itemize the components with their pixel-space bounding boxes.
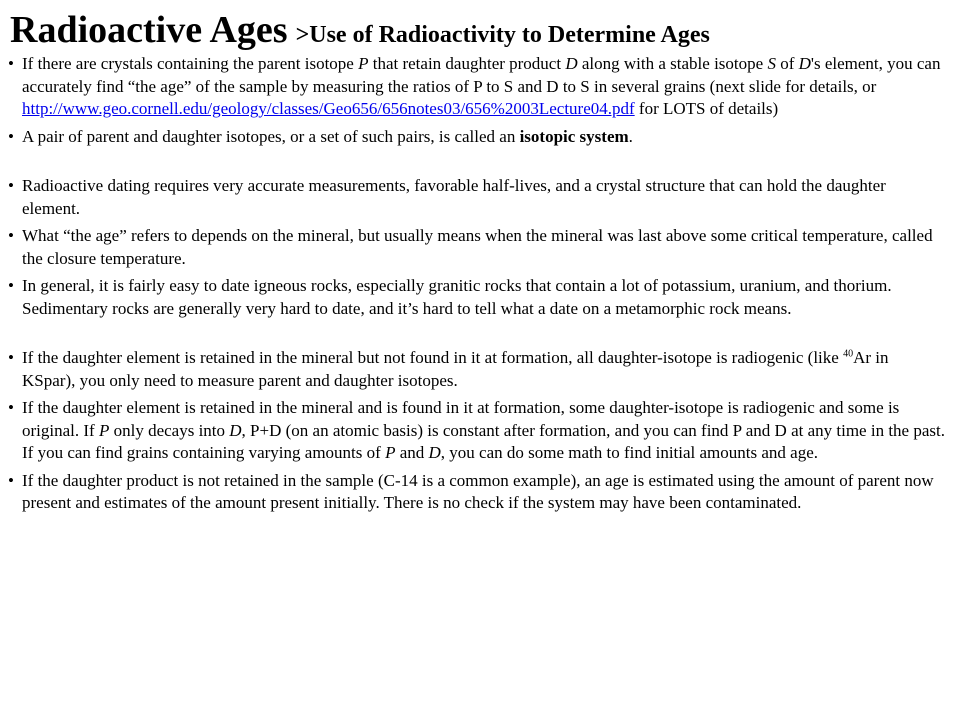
bullet-text: only decays into — [109, 420, 230, 440]
italic-term: D — [565, 54, 578, 73]
lecture-notes-link[interactable]: http://www.geo.cornell.edu/geology/classes/Geo656/656notes03/656%2003Lecture04.pdf — [22, 99, 635, 118]
bullet-text: What “the age” refers to depends on the mineral, but usually means when the mineral was last above some critical temperature, called the closure temperature. — [22, 226, 933, 268]
bullet-item — [8, 397, 946, 465]
bullet-text: that retain daughter product — [368, 54, 566, 73]
bold-term: isotopic system — [519, 126, 629, 146]
bullet-list — [8, 53, 946, 520]
italic-term: D — [428, 443, 441, 462]
bullet-text: of — [775, 54, 799, 73]
bullet-item — [8, 126, 946, 149]
bullet-text: In general, it is fairly easy to date igneous rocks, especially granitic rocks that contain a lot of potassium, uranium, and thorium. Sedimentary rocks are generally very hard to date, and it’s hard to tell what a date on a metamorphic rock means. — [22, 276, 892, 318]
title-subtitle: >Use of Radioactivity to Determine Ages — [295, 22, 710, 48]
bullet-text: If the daughter element is retained in the mineral but not found in it at formation, all daughter-isotope is radiogenic (like — [22, 348, 844, 367]
bullet-text: , you can do some math to find initial amounts and age. — [440, 443, 819, 462]
italic-term: D — [798, 54, 811, 73]
bullet-text: , P+D (on an atomic basis) is constant after formation, and you can find P and D at any time in the past. If you can find grains containing varying amounts of — [22, 420, 945, 462]
bullet-text: . — [628, 126, 633, 146]
italic-term: P — [385, 443, 396, 462]
bullet-item — [8, 470, 946, 515]
bullet-text: and — [395, 443, 429, 462]
bullet-text: If there are crystals containing the parent isotope — [22, 54, 359, 73]
italic-term: D — [229, 420, 242, 440]
bullet-text: for LOTS of details) — [634, 99, 779, 118]
bullet-text: along with a stable isotope — [577, 54, 768, 73]
bullet-item — [8, 275, 946, 320]
bullet-text: Radioactive dating requires very accurate measurements, favorable half-lives, and a crystal structure that can hold the daughter element. — [22, 176, 886, 218]
italic-term: S — [767, 54, 776, 73]
slide-title — [10, 8, 710, 52]
bullet-text: A pair of parent and daughter isotopes, or a set of such pairs, is called an — [22, 126, 520, 146]
title-main: Radioactive Ages — [10, 9, 288, 51]
bullet-item — [8, 347, 946, 392]
bullet-item — [8, 225, 946, 270]
bullet-text: If the daughter product is not retained in the sample (C-14 is a common example), an age is estimated using the amount of parent now present and estimates of the amount present initially. There is no check if the system may have been contaminated. — [22, 470, 934, 512]
italic-term: P — [98, 420, 110, 440]
bullet-text: If the daughter element is retained in the mineral and is found in it at formation, some daughter-isotope is radiogenic and some is original. If — [22, 398, 900, 440]
bullet-text: Ar in KSpar), you only need to measure parent and daughter isotopes. — [22, 348, 889, 390]
bullet-item — [8, 53, 946, 121]
bullet-item — [8, 175, 946, 220]
bullet-text: 's element, you can accurately find “the age” of the sample by measuring the ratios of P to S and D to S in several grains (next slide for details, or — [22, 54, 941, 96]
superscript: 40 — [843, 348, 854, 360]
italic-term: P — [358, 54, 369, 73]
